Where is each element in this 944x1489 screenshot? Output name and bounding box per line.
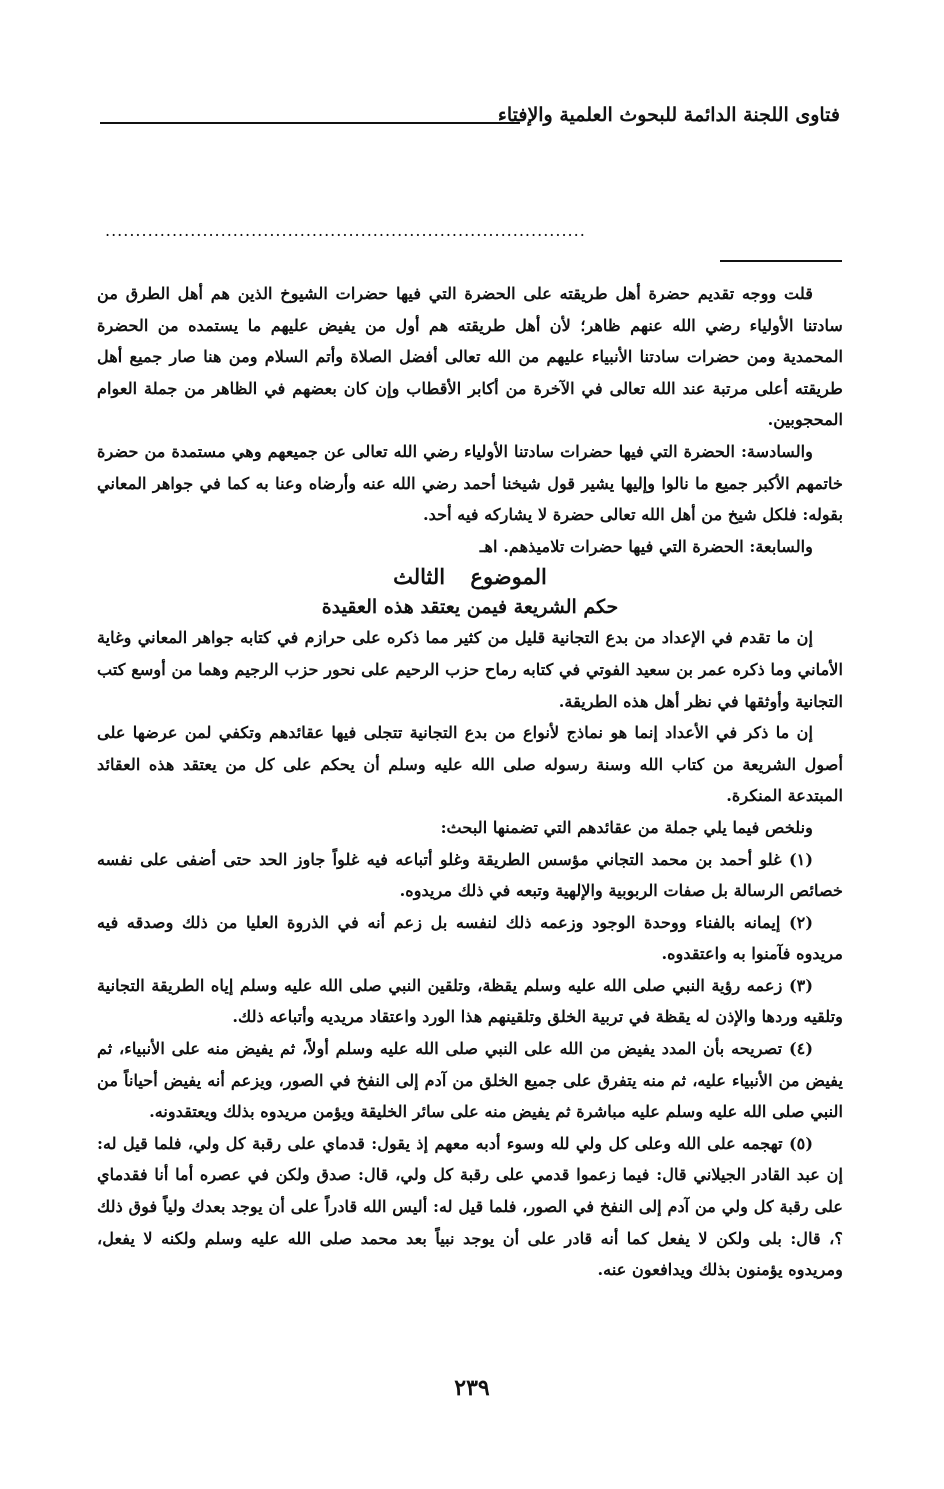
paragraph-5: إن ما ذكر في الأعداد إنما هو نماذج لأنواع من بدع التجانية تتجلى فيها عقائدهم وتكفي لمن عرضها على أصول الشريعة من كتاب الله وسنة رسوله صلى الله عليه وسلم أن يحكم على كل من يعتقد هذه العقائد المبتدعة المنكرة. [97,723,843,806]
list-item-2: (٢) إيمانه بالفناء ووحدة الوجود وزعمه ذلك لنفسه بل زعم أنه في الذروة العليا من ذلك وصدقه فيه مريدوه فآمنوا به واعتقدوه. [97,912,843,964]
page-number: ٢٣٩ [454,1375,490,1401]
section-subheading: حكم الشريعة فيمن يعتقد هذه العقيدة [321,596,619,619]
paragraph-2: والسادسة: الحضرة التي فيها حضرات سادتنا الأولياء رضي الله تعالى عن جميعهم وهي مستمدة من حضرة خاتمهم الأكبر جميع ما نالوا وإليها يشير قول شيخنا أحمد رضي الله عنه وأرضاه وعنا به كما في جواهر المعاني بقوله: فلكل شيخ من أهل الله تعالى حضرة لا يشاركه فيه أحد. [97,441,843,525]
paragraph-1: قلت ووجه تقديم حضرة أهل طريقته على الحضرة التي فيها حضرات الشيوخ الذين هم أهل الطرق من سادتنا الأولياء رضي الله عنهم ظاهر؛ لأن أهل طريقته هم أول من يفيض عليهم ما يستمده من الحضرة المحمدية ومن حضرات سادتنا الأنبياء عليهم من الله تعالى أفضل الصلاة وأتم السلام ومن هنا صار جميع أهل طريقته أعلى مرتبة عند الله تعالى في الآخرة من أكابر الأقطاب وإن كان بعضهم في الظاهر من جملة العوام المحجوبين. [97,284,843,430]
paragraph-3: والسابعة: الحضرة التي فيها حضرات تلاميذهم. اهـ [479,536,813,556]
paragraph-4: إن ما تقدم في الإعداد من بدع التجانية قليل من كثير مما ذكره على حرازم في كتابه جواهر المعاني وغاية الأماني وما ذكره عمر بن سعيد الفوتي في كتابه رماح حزب الرحيم على نحور حزب الرجيم وهما من أوسع كتب التجانية وأوثقها في نظر أهل هذه الطريقة. [97,628,843,711]
running-header-title: فتاوى اللجنة الدائمة للبحوث العلمية والإفتاء [497,104,840,126]
footnote-rule [720,260,842,262]
list-item-4: (٤) تصريحه بأن المدد يفيض من الله على النبي صلى الله عليه وسلم أولاً، ثم يفيض منه على الأنبياء، ثم يفيض من الأنبياء عليه، ثم منه يتفرق على جميع الخلق من آدم إلى النفخ في الصور، ويزعم أنه يفيض أحياناً من النبي صلى الله عليه وسلم عليه مباشرة ثم يفيض منه على سائر الخليقة ويؤمن مريدوه بذلك ويعتقدونه. [97,1039,843,1122]
omission-dots: ............................................................................... [105,224,586,238]
header-rule [100,122,520,124]
body-text [97,278,843,1286]
list-item-3: (٣) زعمه رؤية النبي صلى الله عليه وسلم يقظة، وتلقين النبي صلى الله عليه وسلم إياه الطريقة التجانية وتلقيه وردها والإذن له يقظة في تربية الخلق وتلقينهم هذا الورد واعتقاد مريديه وأتباعه ذلك. [97,975,843,1027]
section-heading: الموضوع الثالث [393,564,547,590]
list-item-5: (٥) تهجمه على الله وعلى كل ولي لله وسوء أدبه معهم إذ يقول: قدماي على رقبة كل ولي، فلما قيل له: إن عبد القادر الجيلاني قال: فيما زعموا قدمي على رقبة كل ولي، قال: صدق ولكن في عصره أما أنا فقدماي على رقبة كل ولي من آدم إلى النفخ في الصور، فلما قيل له: أليس الله قادراً على أن يوجد بعدك ولياً فوق ذلك ؟، قال: بلى ولكن لا يفعل كما أنه قادر على أن يوجد نبياً بعد محمد صلى الله عليه وسلم ولكنه لا يفعل، ومريدوه يؤمنون بذلك ويدافعون عنه. [97,1133,843,1280]
list-item-1: (١) غلو أحمد بن محمد التجاني مؤسس الطريقة وغلو أتباعه فيه غلواً جاوز الحد حتى أضفى على نفسه خصائص الرسالة بل صفات الربوبية والإلهية وتبعه في ذلك مريدوه. [97,849,843,901]
paragraph-6: ونلخص فيما يلي جملة من عقائدهم التي تضمنها البحث: [440,817,813,837]
